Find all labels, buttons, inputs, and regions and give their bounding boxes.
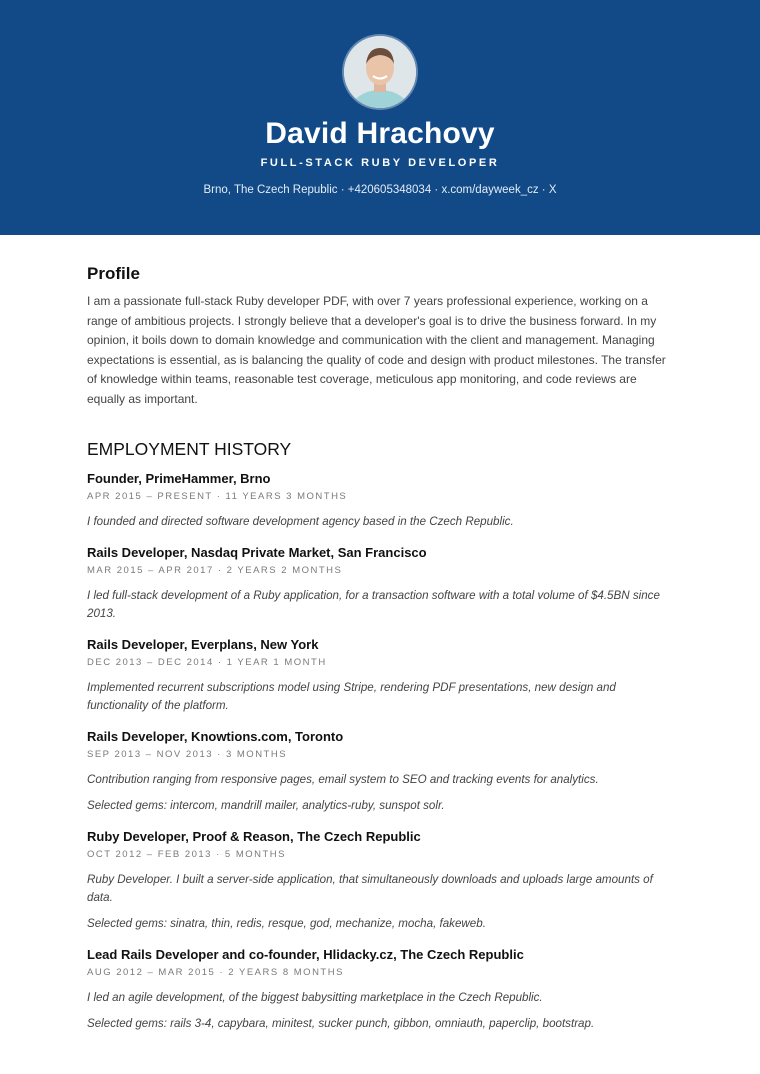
job-entry: [87, 946, 677, 1033]
job-entry-gems: Selected gems: intercom, mandrill mailer, analytics-ruby, sunspot solr.: [87, 799, 445, 812]
employment-heading: EMPLOYMENT HISTORY: [87, 439, 292, 459]
job-entry: [87, 544, 677, 623]
job-entry-title: Rails Developer, Knowtions.com, Toronto: [87, 729, 344, 744]
job-entry-dates: AUG 2012 – MAR 2015 · 2 YEARS 8 MONTHS: [87, 967, 344, 978]
job-entry-title: Rails Developer, Everplans, New York: [87, 637, 319, 652]
job-entry-dates: OCT 2012 – FEB 2013 · 5 MONTHS: [87, 849, 286, 860]
contact-info: Brno, The Czech Republic · +420605348034 · x.com/dayweek_cz · X: [203, 184, 557, 196]
job-entry: [87, 728, 677, 815]
job-entry-description: Ruby Developer. I built a server-side application, that simultaneously downloads and uploads large amounts of data.: [87, 873, 653, 904]
job-entry-description: I led full-stack development of a Ruby application, for a transaction software with a total volume of $4.5BN since 2013.: [87, 589, 660, 620]
job-entry: [87, 828, 677, 933]
job-entry-title: Founder, PrimeHammer, Brno: [87, 471, 271, 486]
job-title: FULL-STACK RUBY DEVELOPER: [260, 157, 500, 169]
job-entry: [87, 470, 677, 531]
job-entry-dates: APR 2015 – PRESENT · 11 YEARS 3 MONTHS: [87, 491, 348, 502]
resume-header: [0, 0, 760, 235]
person-photo-icon: [344, 36, 416, 108]
employment-section: [87, 439, 677, 1033]
job-entry-title: Ruby Developer, Proof & Reason, The Czech Republic: [87, 829, 421, 844]
job-entry-gems: Selected gems: rails 3-4, capybara, minitest, sucker punch, gibbon, omniauth, paperclip, bootstrap.: [87, 1017, 595, 1030]
job-entry-description: I led an agile development, of the biggest babysitting marketplace in the Czech Republic.: [87, 991, 543, 1004]
job-entry-dates: SEP 2013 – NOV 2013 · 3 MONTHS: [87, 749, 288, 760]
profile-heading: Profile: [87, 264, 140, 283]
profile-photo: [344, 36, 416, 108]
profile-text: I am a passionate full-stack Ruby developer PDF, with over 7 years professional experience, working on a range of ambitious projects. I strongly believe that a developer's goal is to drive the business forward. In my opinion, it boils down to domain knowledge and communication with the client and management. Managing expectations is essential, as is balancing the quality of code and design with product milestones. The transfer of knowledge within teams, reasonable test coverage, meticulous app monitoring, and code reviews are equally as important.: [87, 294, 666, 406]
job-entry-title: Rails Developer, Nasdaq Private Market, San Francisco: [87, 545, 427, 560]
job-entry-description: Implemented recurrent subscriptions model using Stripe, rendering PDF presentations, new design and functionality of the platform.: [87, 681, 616, 712]
job-entry-description: I founded and directed software development agency based in the Czech Republic.: [87, 515, 514, 528]
profile-section: [87, 264, 677, 409]
job-entry-gems: Selected gems: sinatra, thin, redis, resque, god, mechanize, mocha, fakeweb.: [87, 917, 486, 930]
job-entry-description: Contribution ranging from responsive pages, email system to SEO and tracking events for analytics.: [87, 773, 599, 786]
candidate-name: David Hrachovy: [265, 117, 495, 150]
job-entry-title: Lead Rails Developer and co-founder, Hlidacky.cz, The Czech Republic: [87, 947, 524, 962]
job-entry-dates: MAR 2015 – APR 2017 · 2 YEARS 2 MONTHS: [87, 565, 343, 576]
job-entry-dates: DEC 2013 – DEC 2014 · 1 YEAR 1 MONTH: [87, 657, 327, 668]
resume-body: [87, 264, 677, 1033]
job-entry: [87, 636, 677, 715]
